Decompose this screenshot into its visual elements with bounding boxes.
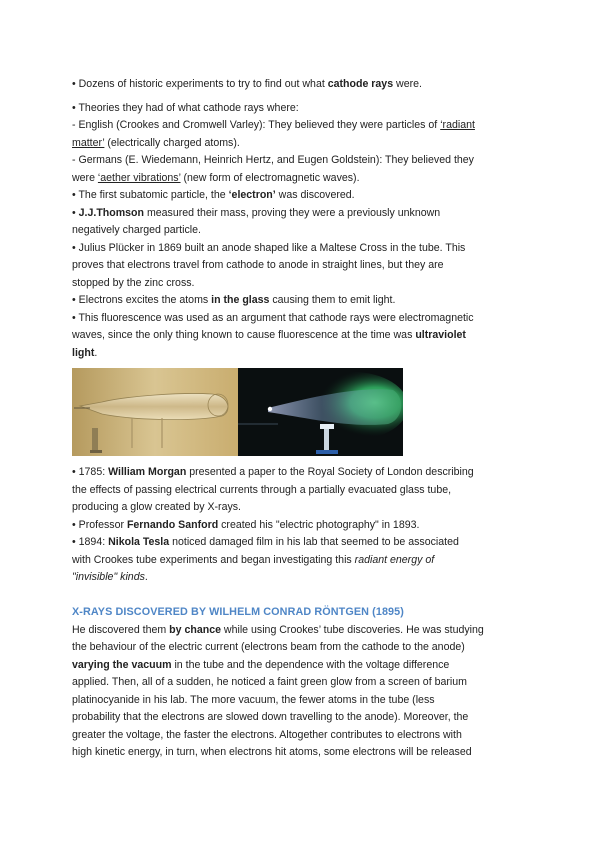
bullet-historic-experiments: • Dozens of historic experiments to try to find out what cathode rays were. [72,78,422,90]
crookes-tube-glowing-photo [238,368,403,456]
history-text-block [72,464,528,587]
bullet-tesla: • 1894: Nikola Tesla noticed damaged film in his lab that seemed to be associated with Crookes tube experiments and began investigating this radiant energy of "invisible" kinds. [72,536,459,583]
rontgen-section [72,604,528,762]
bullet-sanford: • Professor Fernando Sanford created his "electric photography" in 1893. [72,518,420,531]
bullet-electron: • The first subatomic particle, the ‘electron’ was discovered. [72,189,355,201]
crookes-tube-photos [72,368,403,456]
section-heading: X-RAYS DISCOVERED BY WILHELM CONRAD RÖNTGEN (1895) [72,606,404,618]
intro-text-block [72,76,528,362]
bullet-theories: • Theories they had of what cathode rays where: [72,101,299,114]
german-theory: - Germans (E. Wiedemann, Heinrich Hertz, and Eugen Goldstein): They believed they were ‘aether vibrations’ (new form of electromagnetic waves). [72,154,474,184]
bullet-fluorescence: • This fluorescence was used as an argument that cathode rays were electromagnetic waves, since the only thing known to cause fluorescence at the time was ultraviolet light. [72,311,474,359]
crookes-tube-unlit-photo [72,368,238,456]
bullet-thomson: • J.J.Thomson measured their mass, proving they were a previously unknown negatively charged particle. [72,206,441,236]
bullet-plucker: • Julius Plücker in 1869 built an anode shaped like a Maltese Cross in the tube. This proves that electrons travel from cathode to anode in straight lines, but they are stopped by the zinc cross. [72,241,466,289]
bullet-glass: • Electrons excites the atoms in the glass causing them to emit light. [72,294,396,306]
section-paragraph: He discovered them by chance while using Crookes’ tube discoveries. He was studying the behaviour of the electric current (electrons beam from the cathode to the anode) varying the vacuum in the tube and the dependence with the voltage difference applied. Then, all of a sudden, he noticed a faint green glow from a screen of barium platinocyanide in his lab. The more vacuum, the fewer atoms in the tube (less probability that the electrons are slowed down travelling to the anode). Moreover, the greater the voltage, the faster the electrons. Altogether contributes to electrons with high kinetic energy, in turn, when electrons hit atoms, some electrons will be released [72,623,484,758]
bullet-morgan: • 1785: William Morgan presented a paper to the Royal Society of London describing the effects of passing electrical currents through a partially evacuated glass tube, producing a glow created by X-rays. [72,466,474,513]
english-theory: - English (Crookes and Cromwell Varley): They believed they were particles of ‘radiant matter’ (electrically charged atoms). [72,119,475,149]
